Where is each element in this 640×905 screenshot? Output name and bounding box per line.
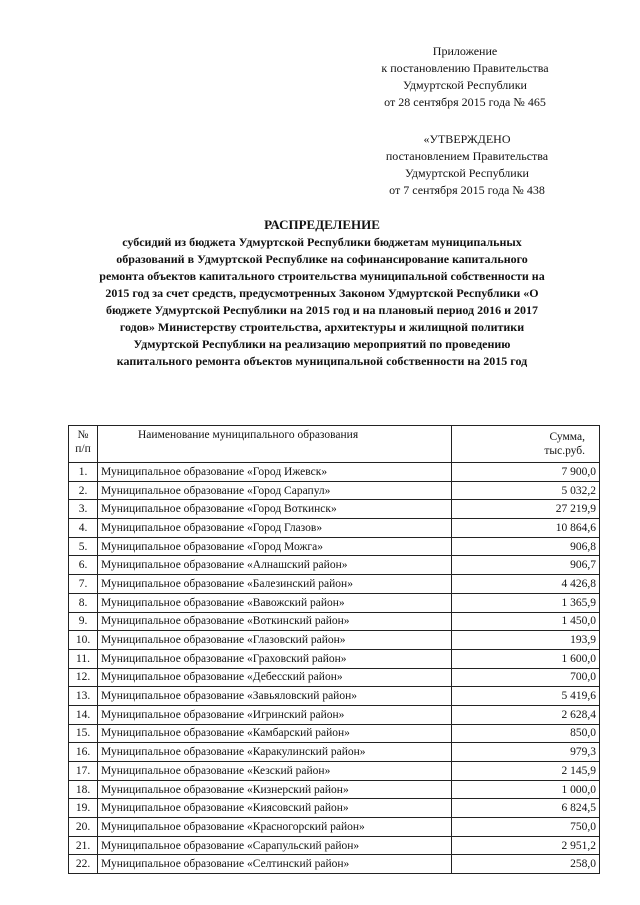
row-number: 9. xyxy=(69,612,98,631)
table-row xyxy=(69,556,600,575)
row-number: 19. xyxy=(69,799,98,818)
header-sum xyxy=(452,426,600,463)
row-name: Муниципальное образование «Красногорский район» xyxy=(98,818,452,837)
appendix-line: от 28 сентября 2015 года № 465 xyxy=(384,95,546,109)
row-sum: 1 600,0 xyxy=(452,649,600,668)
approved-block xyxy=(362,131,572,199)
row-number: 8. xyxy=(69,593,98,612)
title-line: субсидий из бюджета Удмуртской Республики бюджетам муниципальных xyxy=(122,235,522,249)
row-name: Муниципальное образование «Селтинский район» xyxy=(98,855,452,874)
row-number: 1. xyxy=(69,463,98,482)
row-name: Муниципальное образование «Город Глазов» xyxy=(98,519,452,538)
row-name: Муниципальное образование «Город Воткинск» xyxy=(98,500,452,519)
table-row xyxy=(69,836,600,855)
row-sum: 1 365,9 xyxy=(452,593,600,612)
row-number: 5. xyxy=(69,537,98,556)
row-name: Муниципальное образование «Балезинский район» xyxy=(98,575,452,594)
row-sum: 5 419,6 xyxy=(452,687,600,706)
row-sum: 4 426,8 xyxy=(452,575,600,594)
row-sum: 700,0 xyxy=(452,668,600,687)
row-sum: 906,7 xyxy=(452,556,600,575)
appendix-block xyxy=(360,43,570,111)
row-number: 3. xyxy=(69,500,98,519)
row-number: 15. xyxy=(69,724,98,743)
title-line: капитального ремонта объектов муниципальной собственности на 2015 год xyxy=(116,354,528,368)
table-row xyxy=(69,612,600,631)
row-sum: 2 628,4 xyxy=(452,705,600,724)
table-row xyxy=(69,519,600,538)
row-number: 22. xyxy=(69,855,98,874)
row-name: Муниципальное образование «Город Ижевск» xyxy=(98,463,452,482)
row-number: 14. xyxy=(69,705,98,724)
row-sum: 2 951,2 xyxy=(452,836,600,855)
appendix-line: Приложение xyxy=(432,44,498,58)
row-name: Муниципальное образование «Каракулинский район» xyxy=(98,743,452,762)
row-number: 4. xyxy=(69,519,98,538)
row-number: 10. xyxy=(69,631,98,650)
table-row xyxy=(69,463,600,482)
table-row xyxy=(69,593,600,612)
appendix-line: Удмуртской Республики xyxy=(403,78,527,92)
row-name: Муниципальное образование «Вавожский район» xyxy=(98,593,452,612)
row-sum: 906,8 xyxy=(452,537,600,556)
table-header-row xyxy=(69,426,600,463)
title-line: 2015 год за счет средств, предусмотренных Законом Удмуртской Республики «О xyxy=(105,286,539,300)
header-number-line2: п/п xyxy=(75,443,91,455)
title-line: бюджете Удмуртской Республики на 2015 год и на плановый период 2016 и 2017 xyxy=(105,303,539,317)
row-number: 12. xyxy=(69,668,98,687)
row-name: Муниципальное образование «Кизнерский район» xyxy=(98,780,452,799)
row-name: Муниципальное образование «Кезский район» xyxy=(98,762,452,781)
row-number: 20. xyxy=(69,818,98,837)
table-row xyxy=(69,500,600,519)
row-name: Муниципальное образование «Город Можга» xyxy=(98,537,452,556)
title-heading: РАСПРЕДЕЛЕНИЕ xyxy=(264,217,380,232)
row-sum: 193,9 xyxy=(452,631,600,650)
row-sum: 5 032,2 xyxy=(452,481,600,500)
row-number: 21. xyxy=(69,836,98,855)
header-sum-line2: тыс.руб. xyxy=(544,445,585,457)
table-row xyxy=(69,481,600,500)
table-row xyxy=(69,705,600,724)
header-number-line1: № xyxy=(77,429,89,441)
row-name: Муниципальное образование «Сарапульский район» xyxy=(98,836,452,855)
appendix-line: к постановлению Правительства xyxy=(381,61,549,75)
row-number: 11. xyxy=(69,649,98,668)
row-name: Муниципальное образование «Завьяловский район» xyxy=(98,687,452,706)
table-row xyxy=(69,855,600,874)
table-row xyxy=(69,537,600,556)
row-number: 7. xyxy=(69,575,98,594)
row-number: 17. xyxy=(69,762,98,781)
title-line: годов» Министерству строительства, архитектуры и жилищной политики xyxy=(119,320,525,334)
row-number: 13. xyxy=(69,687,98,706)
table-row xyxy=(69,724,600,743)
table-row xyxy=(69,649,600,668)
table-row xyxy=(69,743,600,762)
title-line: образований в Удмуртской Республике на софинансирование капитального xyxy=(116,252,528,266)
table-row xyxy=(69,818,600,837)
row-name: Муниципальное образование «Киясовский район» xyxy=(98,799,452,818)
row-name: Муниципальное образование «Камбарский район» xyxy=(98,724,452,743)
table-row xyxy=(69,780,600,799)
distribution-table xyxy=(68,425,600,874)
row-sum: 258,0 xyxy=(452,855,600,874)
approved-line: Удмуртской Республики xyxy=(405,166,529,180)
row-name: Муниципальное образование «Воткинский район» xyxy=(98,612,452,631)
table-row xyxy=(69,575,600,594)
row-name: Муниципальное образование «Дебесский район» xyxy=(98,668,452,687)
row-sum: 2 145,9 xyxy=(452,762,600,781)
row-number: 18. xyxy=(69,780,98,799)
row-sum: 979,3 xyxy=(452,743,600,762)
approved-line: постановлением Правительства xyxy=(385,149,549,163)
table-row xyxy=(69,799,600,818)
row-sum: 850,0 xyxy=(452,724,600,743)
row-name: Муниципальное образование «Граховский район» xyxy=(98,649,452,668)
row-name: Муниципальное образование «Алнашский район» xyxy=(98,556,452,575)
row-sum: 1 450,0 xyxy=(452,612,600,631)
row-sum: 750,0 xyxy=(452,818,600,837)
table-row xyxy=(69,668,600,687)
approved-line: от 7 сентября 2015 года № 438 xyxy=(389,183,545,197)
title-line: Удмуртской Республики на реализацию мероприятий по проведению xyxy=(133,337,511,351)
row-name: Муниципальное образование «Глазовский район» xyxy=(98,631,452,650)
title-line: ремонта объектов капитального строительства муниципальной собственности на xyxy=(99,269,545,283)
table-row xyxy=(69,687,600,706)
header-name: Наименование муниципального образования xyxy=(98,426,452,463)
row-name: Муниципальное образование «Игринский район» xyxy=(98,705,452,724)
document-title xyxy=(62,216,582,370)
row-sum: 7 900,0 xyxy=(452,463,600,482)
approved-line: «УТВЕРЖДЕНО xyxy=(423,132,511,146)
row-number: 2. xyxy=(69,481,98,500)
row-sum: 6 824,5 xyxy=(452,799,600,818)
header-number xyxy=(69,426,98,463)
row-name: Муниципальное образование «Город Сарапул» xyxy=(98,481,452,500)
row-sum: 27 219,9 xyxy=(452,500,600,519)
row-sum: 1 000,0 xyxy=(452,780,600,799)
table-row xyxy=(69,762,600,781)
row-number: 16. xyxy=(69,743,98,762)
table-row xyxy=(69,631,600,650)
header-sum-line1: Сумма, xyxy=(549,431,585,443)
row-number: 6. xyxy=(69,556,98,575)
row-sum: 10 864,6 xyxy=(452,519,600,538)
